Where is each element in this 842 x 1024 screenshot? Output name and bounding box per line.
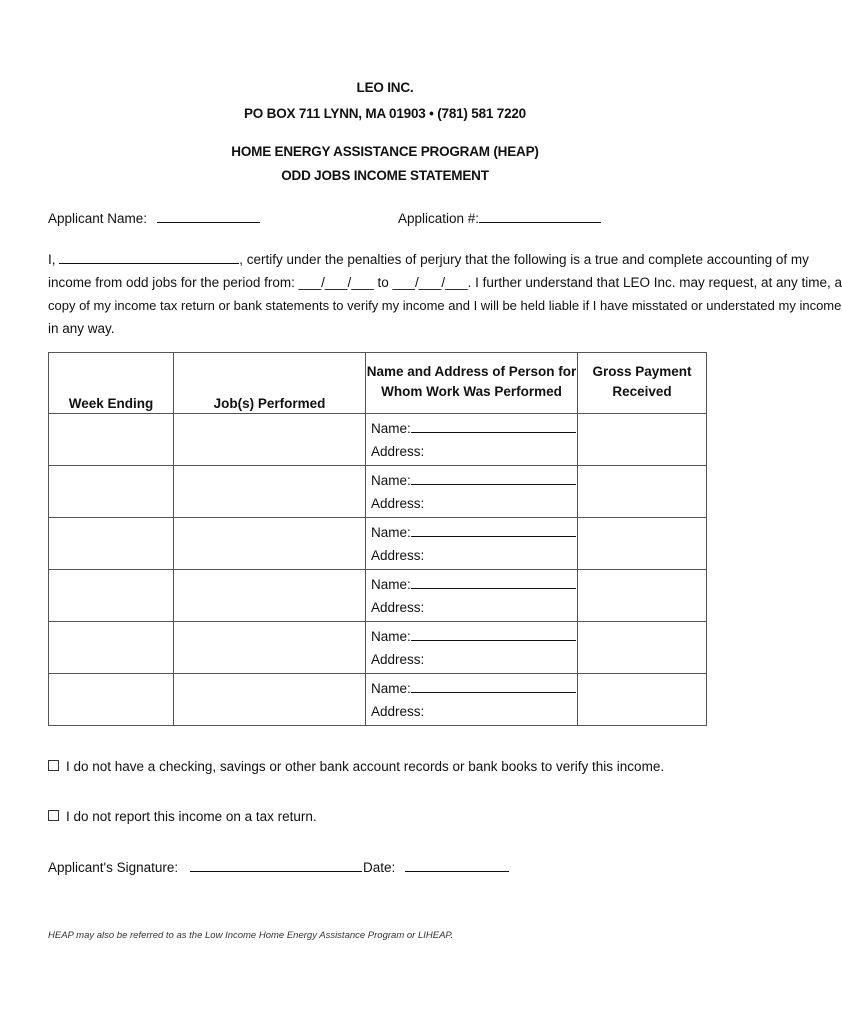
table-header-row — [49, 353, 707, 414]
period-end-date-field[interactable]: ___/___/___. — [392, 275, 472, 290]
certification-statement — [48, 248, 842, 340]
gross-payment-cell[interactable] — [578, 518, 707, 570]
address-field[interactable]: Address: — [371, 444, 425, 459]
jobs-performed-header: Job(s) Performed — [174, 353, 366, 414]
name-field[interactable]: Name: — [371, 469, 577, 492]
name-field[interactable]: Name: — [371, 573, 577, 596]
no-tax-report-option[interactable] — [48, 809, 317, 824]
period-start-date-field[interactable]: ___/___/___ — [298, 275, 374, 290]
date-label: Date: — [363, 860, 396, 875]
certification-line-2: income from odd jobs for the period from: ___/___/___ to ___/___/___. I further understand that LEO Inc. may request, at any time, a — [48, 275, 842, 290]
name-field[interactable]: Name: — [371, 521, 577, 544]
jobs-performed-cell[interactable] — [174, 518, 366, 570]
week-ending-header: Week Ending — [49, 353, 174, 414]
applicant-name-field[interactable] — [157, 209, 260, 223]
checkbox-icon[interactable] — [48, 810, 59, 821]
organization-address: PO BOX 711 LYNN, MA 01903 • (781) 581 7220 — [244, 106, 526, 121]
table-row — [49, 570, 707, 622]
address-field[interactable]: Address: — [371, 652, 425, 667]
application-number-label: Application #: — [398, 211, 480, 226]
certification-line-4: in any way. — [48, 321, 115, 336]
week-ending-cell[interactable] — [49, 622, 174, 674]
person-cell — [366, 414, 578, 466]
week-ending-cell[interactable] — [49, 414, 174, 466]
form-title: ODD JOBS INCOME STATEMENT — [281, 168, 489, 183]
address-field[interactable]: Address: — [371, 548, 425, 563]
no-bank-records-label: I do not have a checking, savings or other bank account records or bank books to verify this income. — [66, 759, 665, 774]
gross-payment-header: Gross Payment Received — [578, 353, 707, 414]
applicant-name-row — [48, 209, 260, 226]
certification-line-3: copy of my income tax return or bank statements to verify my income and I will be held liable if I have misstated or understated my income — [48, 298, 842, 313]
gross-payment-cell[interactable] — [578, 466, 707, 518]
checkbox-icon[interactable] — [48, 760, 59, 771]
odd-jobs-table — [48, 352, 707, 726]
name-field[interactable]: Name: — [371, 677, 577, 700]
application-number-field[interactable] — [479, 209, 601, 223]
signature-label: Applicant's Signature: — [48, 860, 179, 875]
date-row — [363, 858, 509, 875]
table-row — [49, 674, 707, 726]
gross-payment-cell[interactable] — [578, 414, 707, 466]
footnote: HEAP may also be referred to as the Low Income Home Energy Assistance Program or LIHEAP. — [48, 930, 454, 941]
name-field[interactable]: Name: — [371, 417, 577, 440]
jobs-performed-cell[interactable] — [174, 466, 366, 518]
person-cell — [366, 622, 578, 674]
applicant-name-label: Applicant Name: — [48, 211, 148, 226]
organization-name: LEO INC. — [356, 80, 414, 95]
jobs-performed-cell[interactable] — [174, 622, 366, 674]
week-ending-cell[interactable] — [49, 466, 174, 518]
application-number-row — [398, 209, 601, 226]
jobs-performed-cell[interactable] — [174, 414, 366, 466]
address-field[interactable]: Address: — [371, 600, 425, 615]
week-ending-cell[interactable] — [49, 570, 174, 622]
person-header: Name and Address of Person for Whom Work Was Performed — [366, 353, 578, 414]
certifier-name-field[interactable] — [59, 250, 239, 264]
gross-payment-cell[interactable] — [578, 570, 707, 622]
person-cell — [366, 570, 578, 622]
no-bank-records-option[interactable] — [48, 759, 664, 774]
signature-field[interactable] — [190, 858, 362, 872]
signature-row — [48, 858, 362, 875]
name-field[interactable]: Name: — [371, 625, 577, 648]
gross-payment-cell[interactable] — [578, 622, 707, 674]
person-cell — [366, 518, 578, 570]
table-row — [49, 414, 707, 466]
table-row — [49, 466, 707, 518]
date-field[interactable] — [405, 858, 509, 872]
jobs-performed-cell[interactable] — [174, 570, 366, 622]
certification-line-1: I, , certify under the penalties of perjury that the following is a true and complete accounting of my — [48, 252, 809, 267]
gross-payment-cell[interactable] — [578, 674, 707, 726]
table-row — [49, 518, 707, 570]
address-field[interactable]: Address: — [371, 496, 425, 511]
person-cell — [366, 674, 578, 726]
week-ending-cell[interactable] — [49, 518, 174, 570]
no-tax-report-label: I do not report this income on a tax return. — [66, 809, 317, 824]
program-name: HOME ENERGY ASSISTANCE PROGRAM (HEAP) — [231, 144, 539, 159]
table-row — [49, 622, 707, 674]
person-cell — [366, 466, 578, 518]
jobs-performed-cell[interactable] — [174, 674, 366, 726]
address-field[interactable]: Address: — [371, 704, 425, 719]
week-ending-cell[interactable] — [49, 674, 174, 726]
